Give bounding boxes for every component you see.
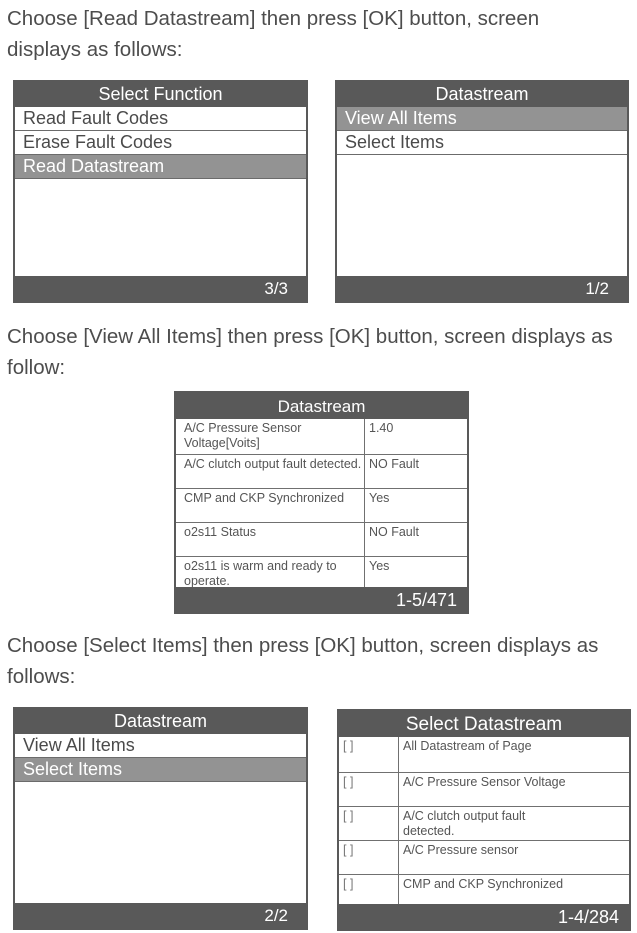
- pid-value: 1.40: [365, 419, 468, 454]
- pid-name: CMP and CKP Synchronized: [176, 488, 365, 522]
- menu-list: [337, 107, 627, 276]
- menu-item-select-items[interactable]: Select Items: [15, 758, 306, 782]
- checkbox[interactable]: [ ]: [343, 876, 354, 891]
- page-indicator: 1/2: [585, 279, 609, 298]
- menu-item-select-items[interactable]: Select Items: [337, 131, 627, 155]
- instruction-line: Choose [Read Datastream] then press [OK] button, screen: [7, 7, 540, 30]
- pid-name: All Datastream of Page: [399, 737, 630, 772]
- checkbox[interactable]: [ ]: [339, 840, 399, 874]
- table-row[interactable]: [176, 419, 467, 454]
- pid-value: Yes: [365, 488, 468, 522]
- checkbox[interactable]: [ ]: [339, 737, 399, 772]
- menu-item-erase-fault-codes[interactable]: Erase Fault Codes: [15, 131, 306, 155]
- pid-value: NO Fault: [365, 522, 468, 556]
- pid-value: Yes: [365, 556, 468, 587]
- instruction-line: follows:: [7, 665, 76, 688]
- pid-name: A/C Pressure Sensor Voltage[Voits]: [176, 419, 365, 454]
- instruction-line: follow:: [7, 356, 66, 379]
- table-row[interactable]: [339, 737, 629, 772]
- page-indicator: 1-5/471: [395, 590, 457, 610]
- table-row[interactable]: [176, 522, 467, 556]
- screen-datastream-menu-view: [335, 80, 629, 303]
- screen-title: Select Function: [98, 84, 223, 104]
- menu-list: [15, 107, 306, 276]
- pid-name: CMP and CKP Synchronized: [399, 874, 630, 904]
- table-row[interactable]: [176, 556, 467, 587]
- checkbox[interactable]: [ ]: [339, 772, 399, 806]
- pid-name: A/C clutch output fault detected.: [399, 806, 630, 840]
- checkbox[interactable]: [ ]: [339, 806, 399, 840]
- pid-value: NO Fault: [365, 454, 468, 488]
- screen-title: Datastream: [113, 711, 208, 731]
- instruction-line: Choose [View All Items] then press [OK] button, screen displays as: [7, 325, 613, 348]
- page-indicator: 3/3: [264, 279, 288, 298]
- menu-item-read-datastream[interactable]: Read Datastream: [15, 155, 306, 179]
- pid-name: A/C Pressure sensor: [399, 840, 630, 874]
- screen-datastream-values: [174, 391, 469, 614]
- instruction-select-items: [7, 630, 637, 692]
- menu-list: [15, 734, 306, 903]
- table-row[interactable]: [176, 488, 467, 522]
- menu-item-view-all-items[interactable]: View All Items: [337, 107, 627, 131]
- screen-title: Datastream: [435, 84, 529, 104]
- screen-datastream-menu-select: [13, 707, 308, 930]
- page-indicator: 1-4/284: [557, 907, 619, 927]
- screen-title: Datastream: [277, 397, 366, 416]
- pid-name: o2s11 Status: [176, 522, 365, 556]
- table-row[interactable]: [339, 874, 629, 904]
- pid-name: o2s11 is warm and ready to operate.: [184, 558, 337, 587]
- menu-item-read-fault-codes[interactable]: Read Fault Codes: [15, 107, 306, 131]
- table-row[interactable]: [176, 454, 467, 488]
- screen-select-function: [13, 80, 308, 303]
- select-datastream-table: [339, 737, 629, 904]
- datastream-table: [176, 419, 467, 587]
- page-indicator: 2/2: [264, 906, 288, 925]
- screen-select-datastream: [337, 709, 631, 931]
- instruction-read-datastream: [7, 3, 637, 65]
- pid-name: A/C Pressure Sensor Voltage: [399, 772, 630, 806]
- table-row[interactable]: [339, 806, 629, 840]
- pid-name: A/C clutch output fault detected.: [176, 454, 365, 488]
- menu-item-view-all-items[interactable]: View All Items: [15, 734, 306, 758]
- table-row[interactable]: [339, 840, 629, 874]
- instruction-line: displays as follows:: [7, 38, 183, 61]
- instruction-view-all-items: [7, 321, 637, 383]
- instruction-line: Choose [Select Items] then press [OK] button, screen displays as: [7, 634, 599, 657]
- table-row[interactable]: [339, 772, 629, 806]
- screen-title: Select Datastream: [405, 714, 563, 735]
